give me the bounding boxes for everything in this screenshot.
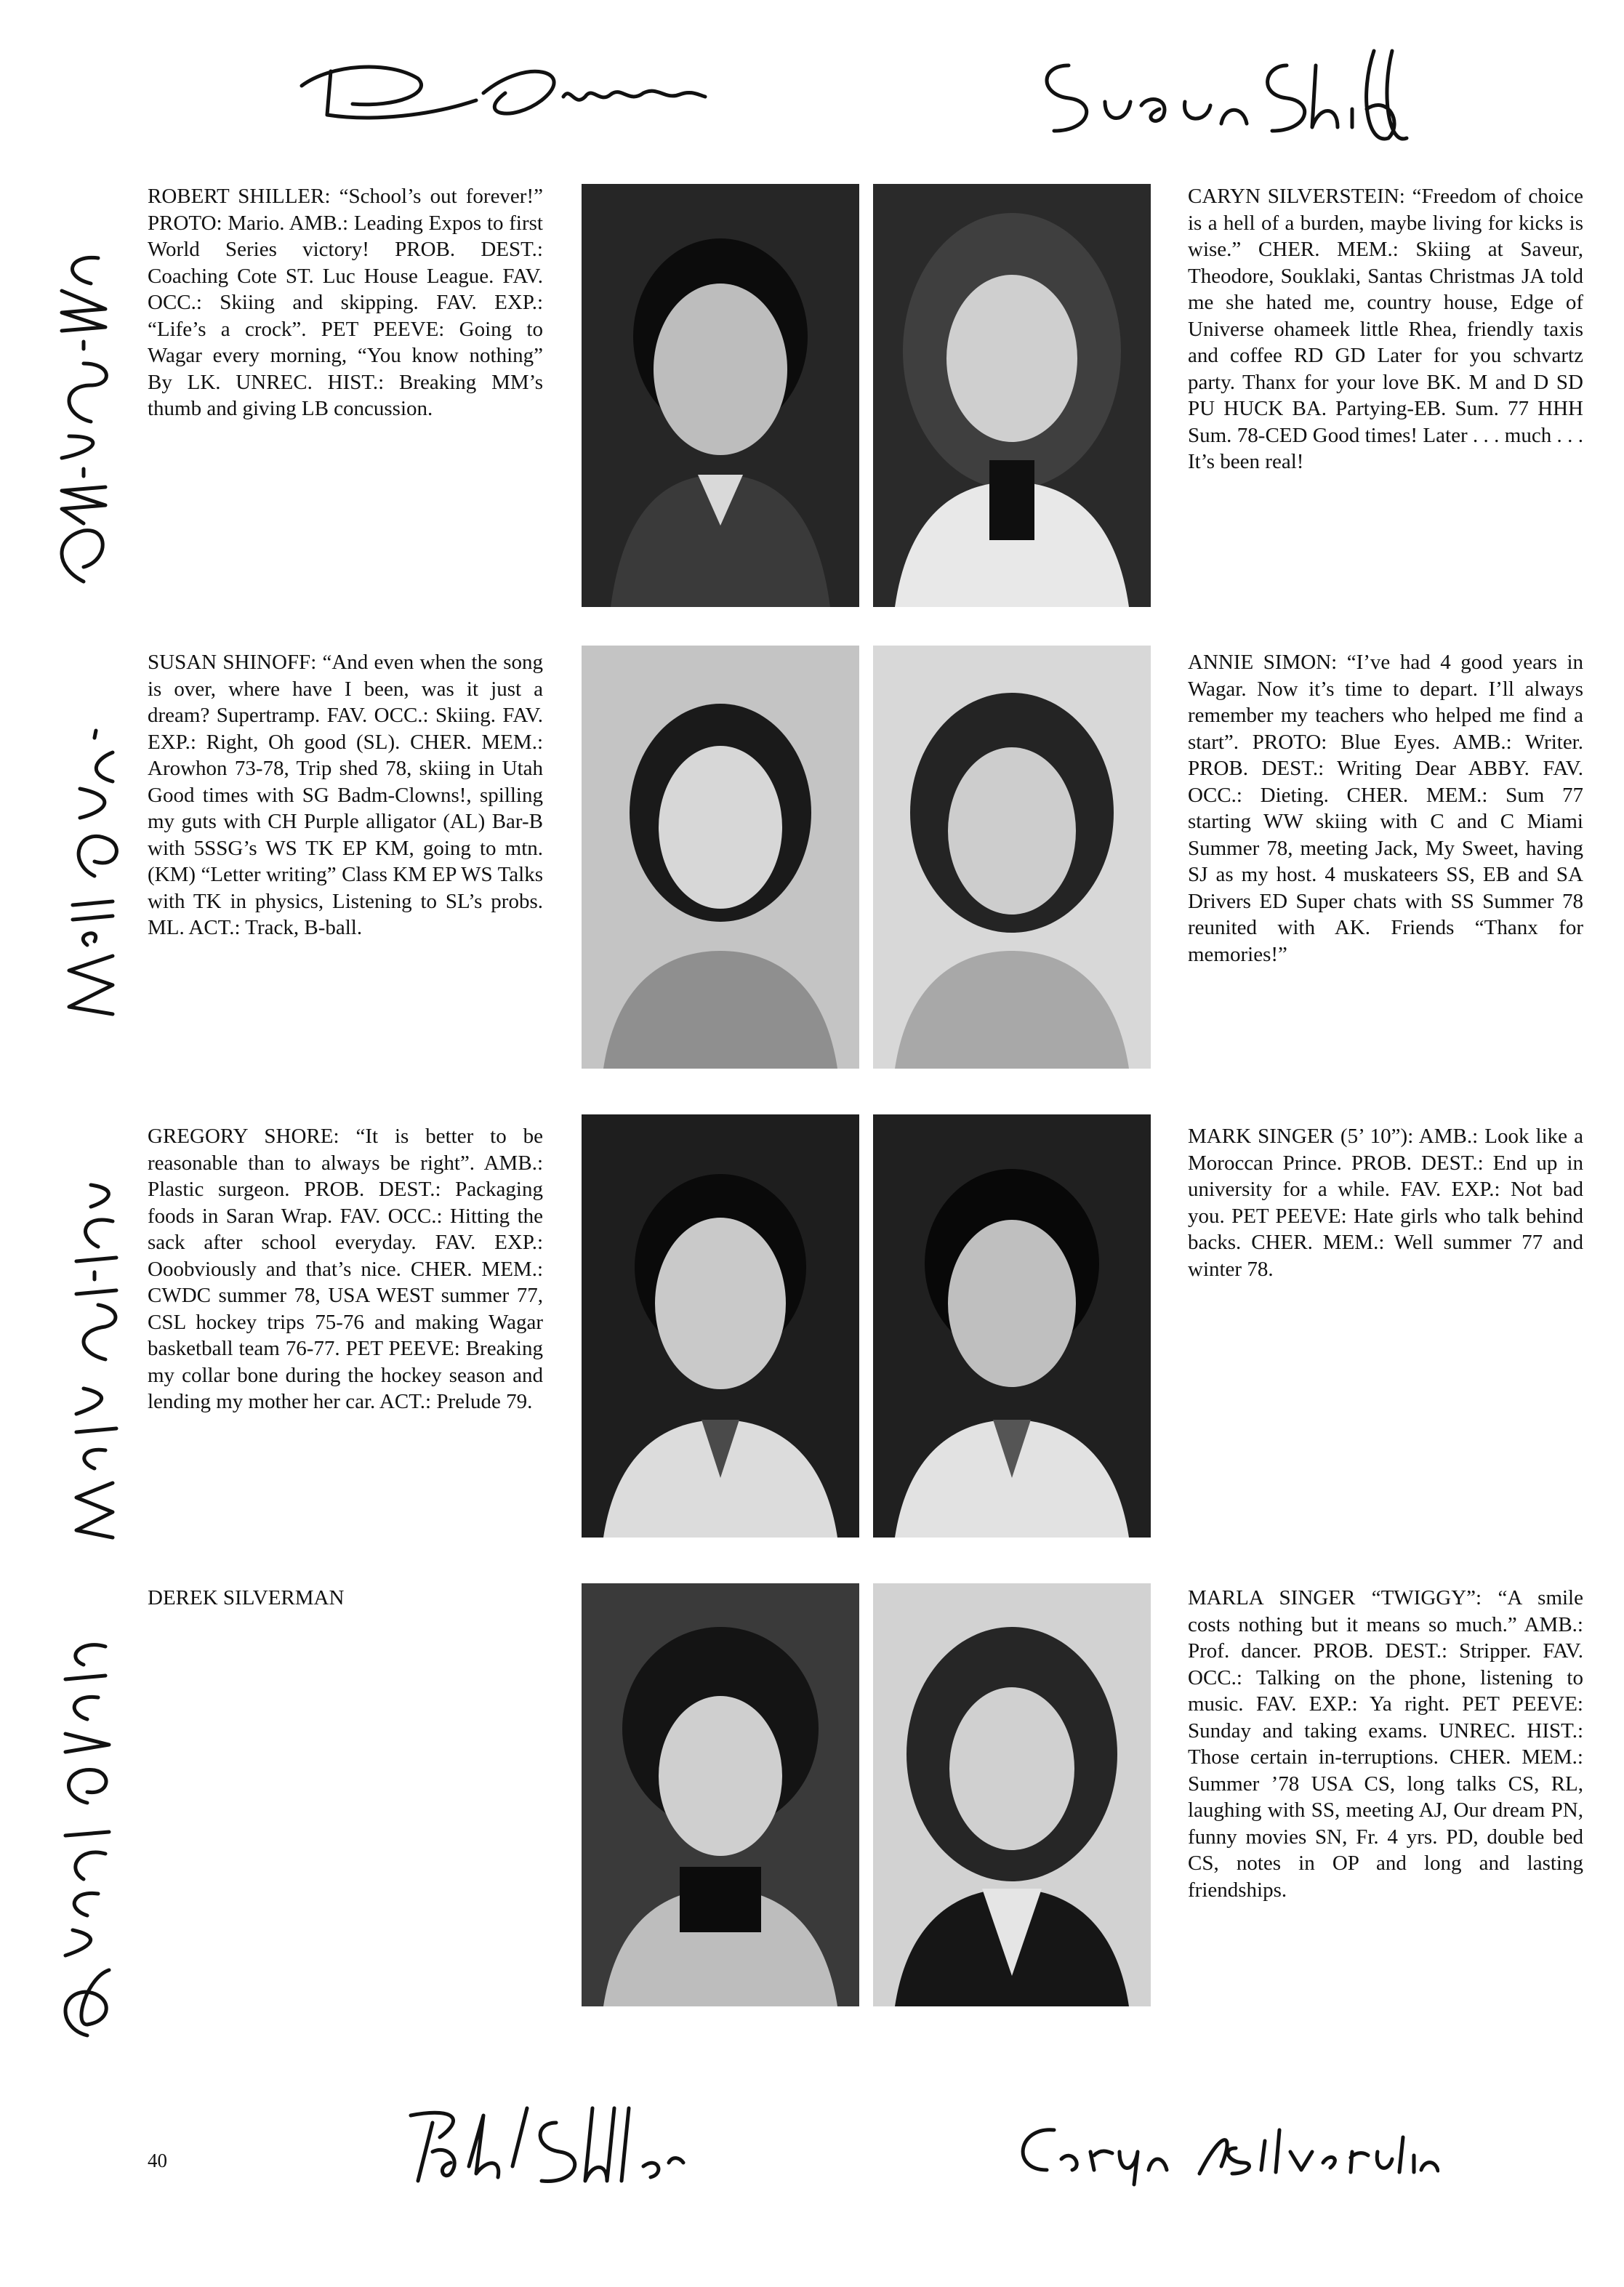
- portrait-derek-silverman: [582, 1583, 859, 2006]
- bio-caryn-silverstein: CARYN SILVERSTEIN: “Freedom of choice is a hell of a burden, maybe living for kicks is wise.” CHER. MEM.: Skiing at Saveur, Theodore, Souklaki, Santas Christmas JA told me she hated me, country house, Edge of Universe ohameek little Rhea, friendly taxis and coffee RD GD Later for you schvartz party. Thanx for your love BK. M and D SD PU HUCK BA. Partying-EB. Sum. 77 HHH Sum. 78-CED Good times! Later . . . much . . . It’s been real!: [1188, 185, 1583, 473]
- portrait-susan-shinoff: [582, 646, 859, 1069]
- signature-side-mark: [51, 716, 131, 1029]
- signature-bottom-right: [1003, 2108, 1439, 2188]
- page-number: 40: [148, 2150, 167, 2171]
- signature-top-left: [287, 42, 709, 137]
- bio-susan-shinoff: SUSAN SHINOFF: “And even when the song is over, where have I been, was it just a dream? Supertramp. FAV. OCC.: Skiing. FAV. EXP.: Right, Oh good (SL). CHER. MEM.: Arowhon 73-78, Trip shed 78, skiing in Utah Good times with SG Badm-Clowns!, spilling my guts with CH Purple alligator (AL) Bar-B with 5SSG’s WS TK EP KM, going to mtn. (KM) “Letter writing” Class KM EP WS Talks with TK in physics, Listening to SL’s probs. ML. ACT.: Track, B-ball.: [148, 651, 543, 939]
- bio-mark-singer: MARK SINGER (5’ 10”): AMB.: Look like a Moroccan Prince. PROB. DEST.: End up in university for a while. FAV. EXP.: Not bad you. PET PEEVE: Hate girls who talk behind backs. CHER. MEM.: Well summer 77 and winter 78.: [1188, 1125, 1583, 1281]
- bio-marla-singer: MARLA SINGER “TWIGGY”: “A smile costs nothing but it means so much.” AMB.: Prof. dancer. PROB. DEST.: Stripper. FAV. OCC.: Talking on the phone, listening to music. FAV. EXP.: Ya right. PET PEEVE: Sunday and taking exams. UNREC. HIST.: Those certain in-terruptions. CHER. MEM.: Summer ’78 USA CS, long talks CS, RL, laughing with SS, meeting AJ, Our dream PN, funny movies SN, Fr. 4 yrs. PD, double bed CS, notes in OP and long and lasting friendships.: [1188, 1586, 1583, 1902]
- bio-derek-silverman: DEREK SILVERMAN: [148, 1586, 345, 1609]
- portrait-gregory-shore: [582, 1114, 859, 1538]
- signature-top-right: [1025, 36, 1410, 153]
- bio-robert-shiller: ROBERT SHILLER: “School’s out forever!” PROTO: Mario. AMB.: Leading Expos to first World Series victory! PROB. DEST.: Coaching Cote ST. Luc House League. FAV. OCC.: Skiing and skipping. FAV. EXP.: “Life’s a crock”. PET PEEVE: Going to Wagar every morning, “You know nothing” By LK. UNREC. HIST.: Breaking MM’s thumb and giving LB concussion.: [148, 185, 543, 420]
- signature-side-gregory: [44, 1628, 127, 2050]
- portrait-annie-simon: [873, 646, 1151, 1069]
- portrait-robert-shiller: [582, 184, 859, 607]
- portrait-marla-singer: [873, 1583, 1151, 2006]
- portrait-mark-singer: [873, 1114, 1151, 1538]
- signature-bottom-left: [382, 2094, 687, 2195]
- signature-side-marla: [55, 1178, 134, 1548]
- bio-gregory-shore: GREGORY SHORE: “It is better to be reasonable than to always be right”. AMB.: Plastic surgeon. PROB. DEST.: Packaging foods in Saran Wrap. FAV. OCC.: Hitting the sack after school everyday. FAV. EXP.: Ooobviously and that’s nice. CHER. MEM.: CWDC summer 78, USA WEST summer 77, CSL hockey trips 75-76 and making Wagar basketball team 76-77. PET PEEVE: Breaking my collar bone during the hockey season and lending my mother her car. ACT.: Prelude 79.: [148, 1125, 543, 1413]
- bio-annie-simon: ANNIE SIMON: “I’ve had 4 good years in Wagar. Now it’s time to depart. I’ll always remember my teachers who helped me find a start”. PROTO: Blue Eyes. AMB.: Writer. PROB. DEST.: Writing Dear ABBY. FAV. OCC.: Dieting. CHER. MEM.: Sum 77 starting WW skiing with C and C Miami Summer 78, meeting Jack, My Sweet, having SJ as my host. 4 muskateers SS, EB and SA Drivers ED Super chats with SS Summer 78 reunited with AK. Friends “Thanx for memories!”: [1188, 651, 1583, 966]
- signature-side-annie: [40, 218, 127, 596]
- portrait-caryn-silverstein: [873, 184, 1151, 607]
